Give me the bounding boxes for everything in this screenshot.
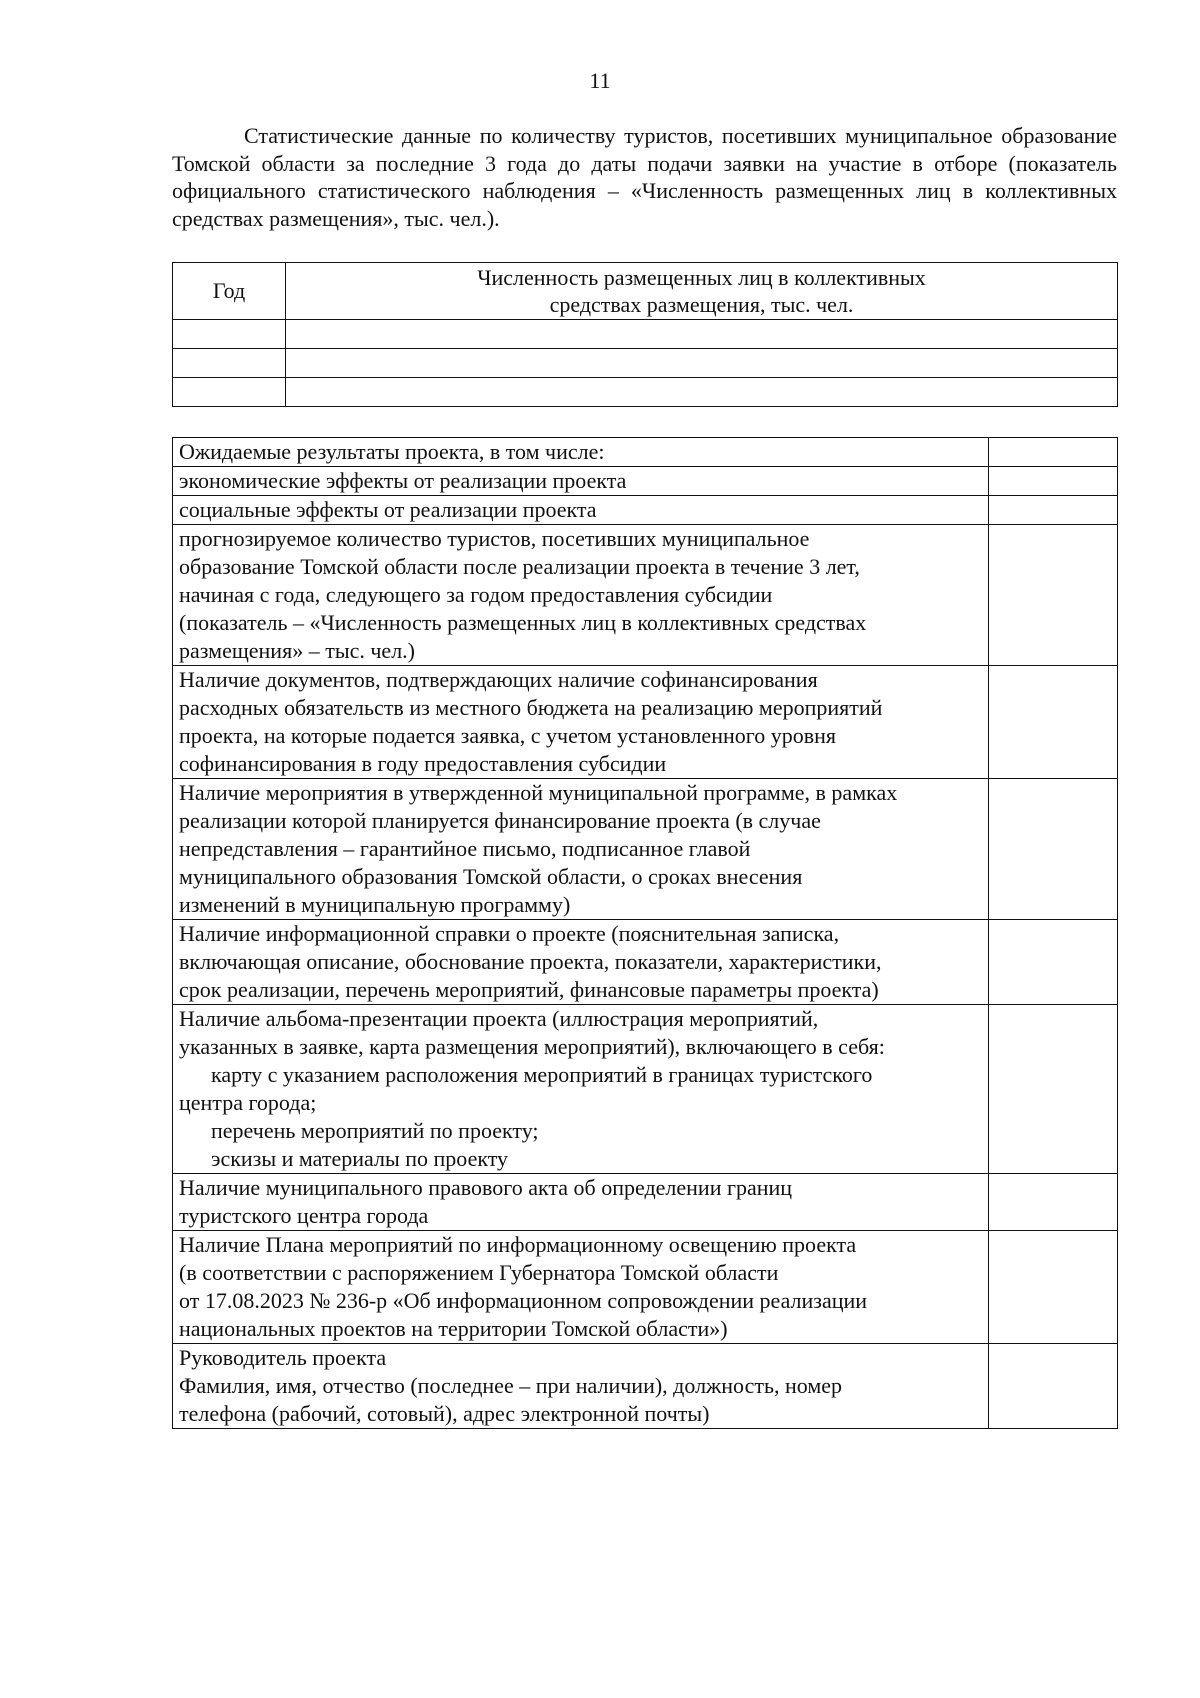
year-cell [173,349,286,378]
criteria-text-line: Наличие муниципального правового акта об определении границ [179,1175,793,1200]
criteria-text-line: указанных в заявке, карта размещения мероприятий), включающего в себя: [179,1034,885,1059]
criteria-label-cell [173,1344,989,1429]
criteria-text-line: включающая описание, обоснование проекта, показатели, характеристики, [179,949,882,974]
count-cell [286,320,1118,349]
criteria-text-line: Ожидаемые результаты проекта, в том числе: [179,439,605,464]
criteria-row [173,1005,1118,1174]
criteria-value-cell [989,1005,1118,1174]
criteria-text-line: (показатель – «Численность размещенных лиц в коллективных средствах [179,610,867,635]
criteria-value-cell [989,920,1118,1005]
criteria-text-line: софинансирования в году предоставления субсидии [179,751,667,776]
criteria-text-line: срок реализации, перечень мероприятий, финансовые параметры проекта) [179,977,879,1002]
criteria-value-cell [989,1344,1118,1429]
criteria-label-cell [173,496,989,525]
criteria-text-line: реализации которой планируется финансирование проекта (в случае [179,808,821,833]
criteria-text-line: проекта, на которые подается заявка, с учетом установленного уровня [179,723,837,748]
criteria-text-line: Руководитель проекта [179,1345,387,1370]
criteria-text-line: Наличие Плана мероприятий по информационному освещению проекта [179,1232,857,1257]
intro-paragraph: Статистические данные по количеству туристов, посетивших муниципальное образование Томской области за последние 3 года до даты подачи заявки на участие в отборе (показатель официального статистического наблюдения – «Численность размещенных лиц в коллективных средствах размещения», тыс. чел.). [172,123,1117,231]
stats-row [173,320,1118,349]
criteria-value-cell [989,438,1118,467]
criteria-label-cell [173,525,989,666]
year-cell [173,320,286,349]
header-count-line: средствах размещения, тыс. чел. [549,292,854,317]
criteria-row [173,438,1118,467]
criteria-text-line: расходных обязательств из местного бюджета на реализацию мероприятий [179,695,883,720]
criteria-row [173,666,1118,779]
criteria-label-cell [173,920,989,1005]
criteria-label-cell [173,467,989,496]
criteria-row [173,1344,1118,1429]
year-cell [173,378,286,407]
criteria-text-line: туристского центра города [179,1203,429,1228]
criteria-row [173,467,1118,496]
stats-row [173,349,1118,378]
criteria-row [173,1231,1118,1344]
criteria-value-cell [989,666,1118,779]
criteria-label-cell [173,1005,989,1174]
criteria-text-line: телефона (рабочий, сотовый), адрес электронной почты) [179,1401,710,1426]
criteria-value-cell [989,496,1118,525]
criteria-text-line: начиная с года, следующего за годом предоставления субсидии [179,582,773,607]
criteria-row [173,920,1118,1005]
criteria-value-cell [989,779,1118,920]
criteria-text-line: Наличие документов, подтверждающих наличие софинансирования [179,667,818,692]
criteria-label-cell [173,1174,989,1231]
criteria-text-line: эскизы и материалы по проекту [211,1146,509,1171]
count-cell [286,378,1118,407]
stats-header-row [173,263,1118,320]
criteria-row [173,1174,1118,1231]
stats-row [173,378,1118,407]
criteria-text-line: перечень мероприятий по проекту; [211,1118,539,1143]
criteria-label-cell [173,1231,989,1344]
header-year: Год [173,263,286,320]
criteria-label-cell [173,666,989,779]
criteria-text-line: муниципального образования Томской области, о сроках внесения [179,864,803,889]
criteria-value-cell [989,1174,1118,1231]
criteria-text-line: экономические эффекты от реализации проекта [179,468,627,493]
criteria-text-line: (в соответствии с распоряжением Губернатора Томской области [179,1260,779,1285]
criteria-label-cell [173,438,989,467]
criteria-text-line: центра города; [179,1090,317,1115]
criteria-text-line: карту с указанием расположения мероприятий в границах туристского [211,1062,873,1087]
criteria-text-line: Наличие информационной справки о проекте (пояснительная записка, [179,921,840,946]
criteria-value-cell [989,525,1118,666]
criteria-text-line: Фамилия, имя, отчество (последнее – при наличии), должность, номер [179,1373,843,1398]
criteria-text-line: непредставления – гарантийное письмо, подписанное главой [179,836,751,861]
criteria-label-cell [173,779,989,920]
criteria-row [173,496,1118,525]
criteria-text-line: образование Томской области после реализации проекта в течение 3 лет, [179,554,860,579]
page-number: 11 [589,68,611,93]
criteria-row [173,525,1118,666]
tourist-stats-table [172,262,1118,407]
header-count-line: Численность размещенных лиц в коллективных [477,265,926,290]
criteria-text-line: социальные эффекты от реализации проекта [179,497,597,522]
criteria-row [173,779,1118,920]
criteria-text-line: национальных проектов на территории Томской области») [179,1316,728,1341]
criteria-text-line: Наличие мероприятия в утвержденной муниципальной программе, в рамках [179,780,898,805]
header-count [286,263,1118,320]
criteria-text-line: прогнозируемое количество туристов, посетивших муниципальное [179,526,810,551]
project-criteria-table [172,437,1118,1429]
criteria-text-line: Наличие альбома-презентации проекта (иллюстрация мероприятий, [179,1006,819,1031]
criteria-text-line: от 17.08.2023 № 236-р «Об информационном сопровождении реализации [179,1288,868,1313]
criteria-value-cell [989,1231,1118,1344]
criteria-text-line: размещения» – тыс. чел.) [179,638,415,663]
criteria-value-cell [989,467,1118,496]
criteria-text-line: изменений в муниципальную программу) [179,892,571,917]
count-cell [286,349,1118,378]
